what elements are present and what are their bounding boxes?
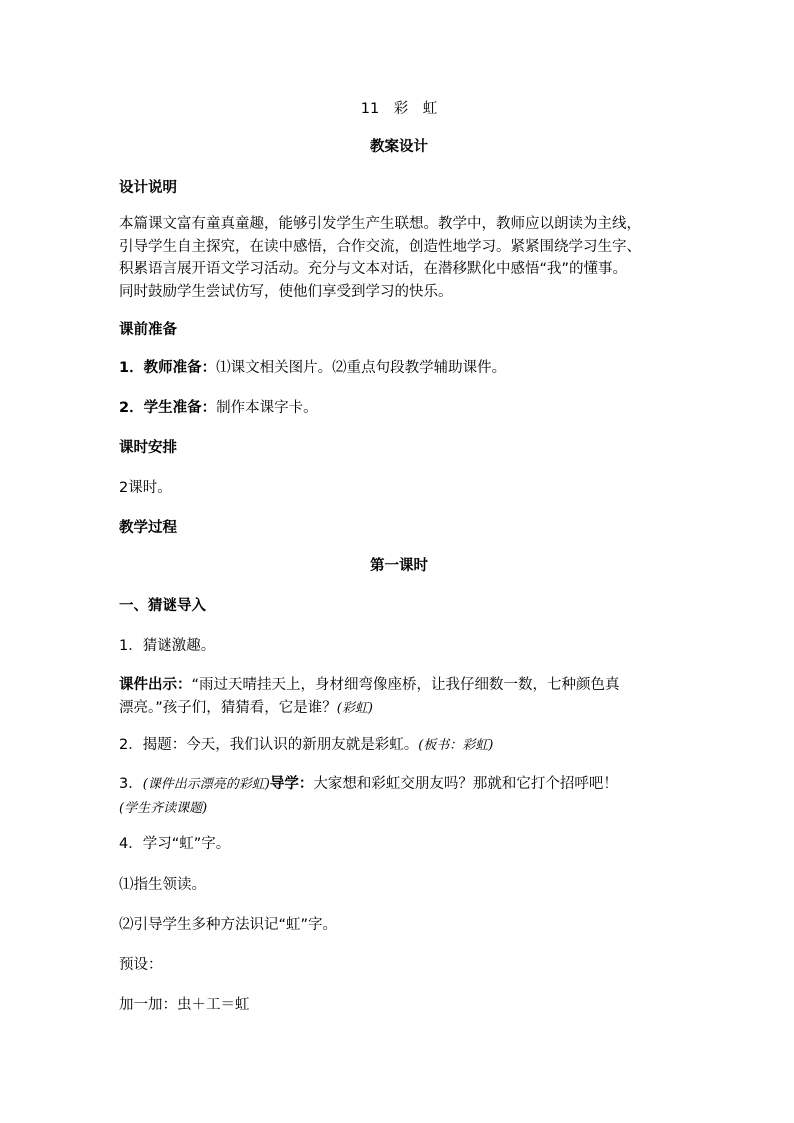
step-1: 1．猜谜激趣。 (119, 638, 216, 654)
prep-student-label: 2．学生准备： (119, 400, 217, 416)
courseware-paragraph (119, 674, 679, 720)
step-3-note-2: (学生齐读课题) (119, 800, 208, 816)
step-2-text: 今天，我们认识的新朋友就是彩虹。 (186, 737, 419, 753)
step-4: 4．学习“虹”字。 (119, 836, 231, 852)
step-3-line (119, 797, 679, 821)
courseware-line (119, 674, 679, 697)
preset-label: 预设： (119, 957, 163, 973)
design-line: 本篇课文富有童真童趣，能够引发学生产生联想。教学中，教师应以朗读为主线， (119, 216, 641, 232)
heading-design-notes: 设计说明 (119, 180, 177, 196)
step-3-paragraph (119, 773, 679, 820)
step-4-2: ⑵引导学生多种方法识记“虹”字。 (119, 917, 338, 933)
prep-item-teacher (119, 357, 679, 379)
step-3-label: 导学： (269, 776, 314, 792)
prep-student-text: 制作本课字卡。 (216, 400, 318, 416)
step-3-note-1: (课件出示漂亮的彩虹) (142, 777, 270, 792)
add-method: 加一加：虫＋工＝虹 (119, 997, 250, 1013)
heading-lesson-one: 第一课时 (370, 558, 428, 574)
courseware-text-2: 漂亮。”孩子们，猜猜看，它是谁？ (119, 699, 337, 716)
prep-teacher-text: ⑴课文相关图片。⑵重点句段教学辅助课件。 (216, 360, 507, 376)
courseware-line (119, 697, 679, 721)
step-3-text: 大家想和彩虹交朋友吗？那就和它打个招呼吧！ (313, 776, 618, 792)
prep-item-student (119, 397, 679, 419)
courseware-label: 课件出示： (119, 677, 192, 693)
heading-process: 教学过程 (119, 520, 177, 536)
design-line: 同时鼓励学生尝试仿写，使他们享受到学习的快乐。 (119, 283, 453, 300)
heading-part-one: 一、猜谜导入 (119, 598, 206, 614)
prep-teacher-label: 1．教师准备： (119, 360, 217, 376)
step-3-line (119, 773, 679, 797)
courseware-note: (彩虹) (336, 700, 373, 716)
document-subtitle: 教案设计 (370, 139, 428, 155)
heading-schedule: 课时安排 (119, 440, 177, 456)
lesson-title: 11 彩 虹 (360, 101, 438, 117)
step-3-number: 3． (119, 776, 143, 792)
step-2-label: 2．揭题： (119, 737, 187, 753)
step-4-1: ⑴指生领读。 (119, 877, 206, 893)
design-line: 引导学生自主探究，在读中感悟，合作交流，创造性地学习。紧紧围绕学习生字、 (119, 238, 641, 255)
courseware-text-1: “雨过天晴挂天上，身材细弯像座桥，让我仔细数一数，七种颜色真 (191, 677, 620, 693)
step-2 (119, 734, 679, 757)
schedule-text: 2课时。 (119, 480, 172, 496)
design-paragraph (119, 213, 679, 303)
step-2-note: (板书：彩虹) (418, 738, 494, 753)
design-line: 积累语言展开语文学习活动。充分与文本对话，在潜移默化中感悟“我”的懂事。 (119, 261, 628, 277)
heading-preparation: 课前准备 (119, 322, 177, 338)
